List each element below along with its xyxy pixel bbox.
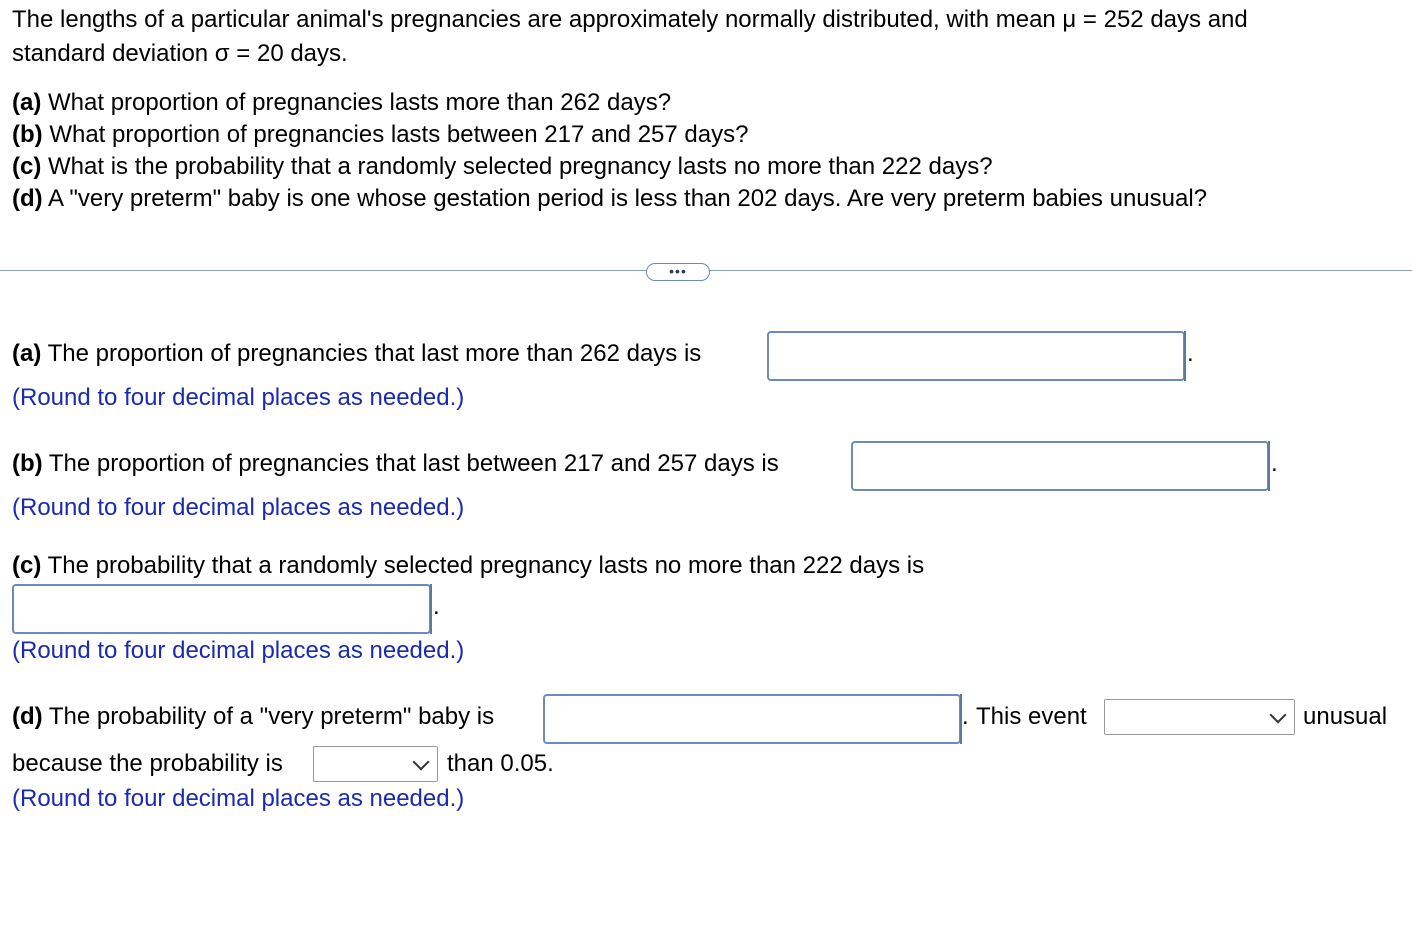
round-note-c: (Round to four decimal places as needed.) [12, 637, 465, 664]
answer-c-input[interactable] [12, 584, 431, 634]
answer-b-period: . [1271, 450, 1278, 477]
answer-text: The probability of a "very preterm" baby is [42, 703, 495, 730]
chevron-down-icon [413, 754, 430, 771]
round-note-b: (Round to four decimal places as needed.) [12, 494, 465, 521]
answer-a-period: . [1187, 340, 1194, 367]
part-tag: (d) [12, 185, 43, 212]
answer-b-prompt [12, 450, 779, 478]
answer-c-period: . [433, 593, 440, 620]
answer-text: The proportion of pregnancies that last more than 262 days is [41, 340, 702, 367]
part-tag: (c) [12, 153, 42, 180]
answer-a-input[interactable] [767, 331, 1185, 381]
compare-select[interactable] [313, 746, 438, 782]
because-label: because the probability is [12, 750, 283, 777]
part-text: What proportion of pregnancies lasts between 217 and 257 days? [42, 121, 749, 148]
part-text: What is the probability that a randomly selected pregnancy lasts no more than 222 days? [41, 153, 993, 180]
than-label: than 0.05. [447, 750, 554, 777]
answer-d-input[interactable] [543, 694, 961, 744]
round-note-a: (Round to four decimal places as needed.) [12, 384, 465, 411]
part-tag: (a) [12, 89, 42, 116]
part-tag: (b) [12, 121, 43, 148]
round-note-d: (Round to four decimal places as needed.) [12, 785, 465, 812]
answer-c-prompt [12, 552, 924, 580]
question-part-a [12, 89, 671, 117]
unusual-select[interactable] [1104, 699, 1295, 735]
answer-text: The probability that a randomly selected pregnancy lasts no more than 222 days is [41, 552, 925, 579]
question-intro-line1: The lengths of a particular animal's pregnancies are approximately normally distributed, with mean μ = 252 days and [12, 6, 1248, 33]
part-text: What proportion of pregnancies lasts more than 262 days? [41, 89, 672, 116]
answer-tag: (b) [12, 450, 43, 477]
expand-button[interactable]: ••• [646, 263, 710, 281]
chevron-down-icon [1270, 707, 1287, 724]
unusual-label: unusual [1303, 703, 1388, 730]
answer-tag: (c) [12, 552, 42, 579]
answer-b-input[interactable] [851, 441, 1269, 491]
question-part-d [12, 185, 1207, 213]
question-part-b [12, 121, 748, 149]
answer-d-period: . [962, 703, 969, 730]
answer-a-prompt [12, 340, 701, 368]
question-intro-line2: standard deviation σ = 20 days. [12, 40, 348, 67]
part-text: A "very preterm" baby is one whose gestation period is less than 202 days. Are very preterm babies unusual? [42, 185, 1208, 212]
answer-tag: (a) [12, 340, 42, 367]
question-part-c [12, 153, 993, 181]
answer-tag: (d) [12, 703, 43, 730]
answer-d-prompt [12, 703, 494, 731]
answer-text: The proportion of pregnancies that last between 217 and 257 days is [42, 450, 779, 477]
this-event-label: This event [976, 703, 1087, 730]
